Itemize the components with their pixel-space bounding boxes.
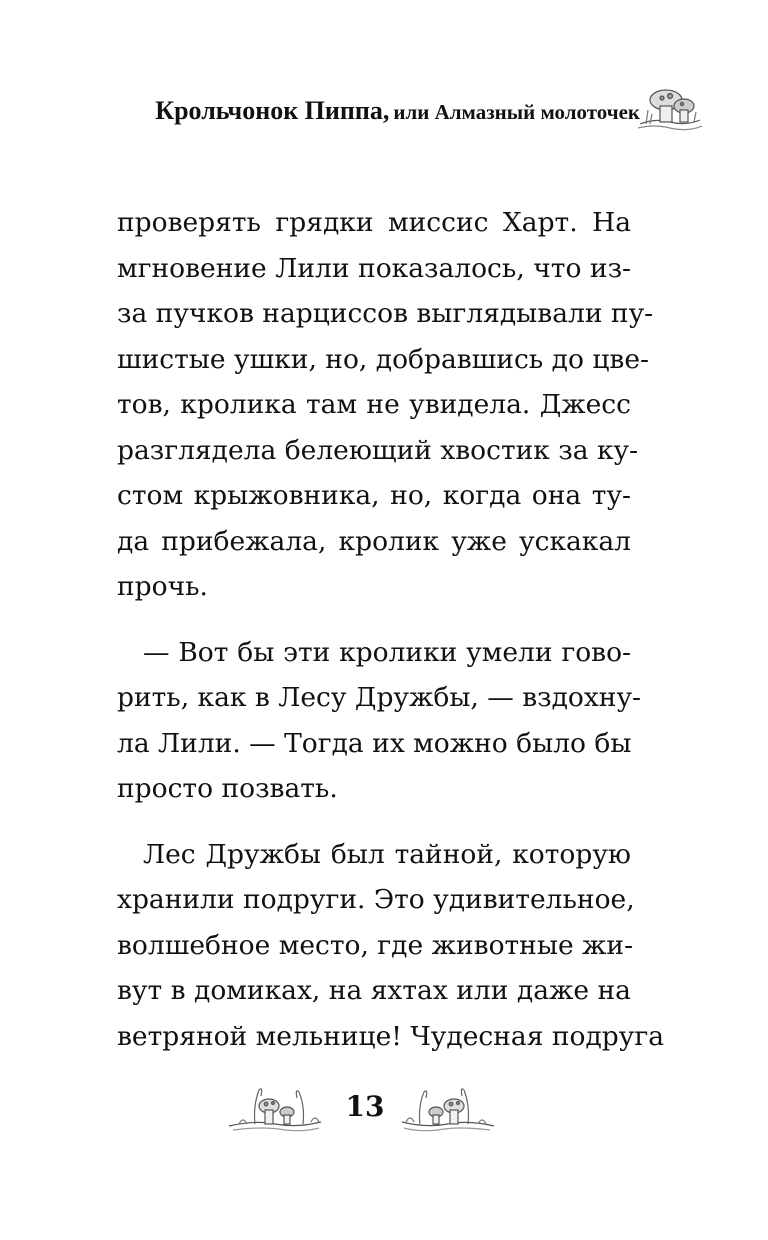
paragraph <box>117 832 665 1060</box>
text-line: хранили подруги. Это удивительное, <box>117 884 635 915</box>
text-line: волшебное место, где животные жи- <box>117 929 634 961</box>
text-line: просто позвать. <box>117 773 338 804</box>
book-subtitle: или Алмазный молоточек <box>393 100 640 124</box>
text-line: прочь. <box>117 571 208 602</box>
page-number: 13 <box>345 1090 385 1123</box>
text-line: ла Лили. — Тогда их можно было бы <box>117 727 632 759</box>
text-line: шистые ушки, но, добравшись до цве- <box>117 343 649 375</box>
body-text <box>117 200 665 1059</box>
text-line: — Вот бы эти кролики умели гово- <box>143 636 631 668</box>
text-line: за пучков нарциссов выглядывали пу- <box>117 298 654 329</box>
running-head <box>0 96 640 126</box>
mushroom-garden-ornament-icon <box>225 1076 325 1134</box>
text-line: вут в домиках, на яхтах или даже на <box>117 975 631 1006</box>
text-line: да прибежала, кролик уже ускакал <box>117 525 631 557</box>
mushroom-garden-ornament-icon <box>398 1076 498 1134</box>
text-line: стом крыжовника, но, когда она ту- <box>117 480 631 511</box>
mushroom-cottage-icon <box>636 80 704 136</box>
text-line: ветряной мельнице! Чудесная подруга <box>117 1020 665 1052</box>
paragraph <box>117 630 641 812</box>
text-line: мгновение Лили показалось, что из- <box>117 252 631 284</box>
text-line: проверять грядки миссис Харт. На <box>117 207 631 238</box>
text-line: Лес Дружбы был тайной, которую <box>143 838 631 870</box>
book-title: Крольчонок Пиппа, <box>155 96 390 125</box>
paragraph <box>117 200 654 610</box>
text-line: рить, как в Лесу Дружбы, — вздохну- <box>117 682 641 713</box>
text-line: тов, кролика там не увидела. Джесс <box>117 389 631 420</box>
text-line: разглядела белеющий хвостик за ку- <box>117 434 639 466</box>
